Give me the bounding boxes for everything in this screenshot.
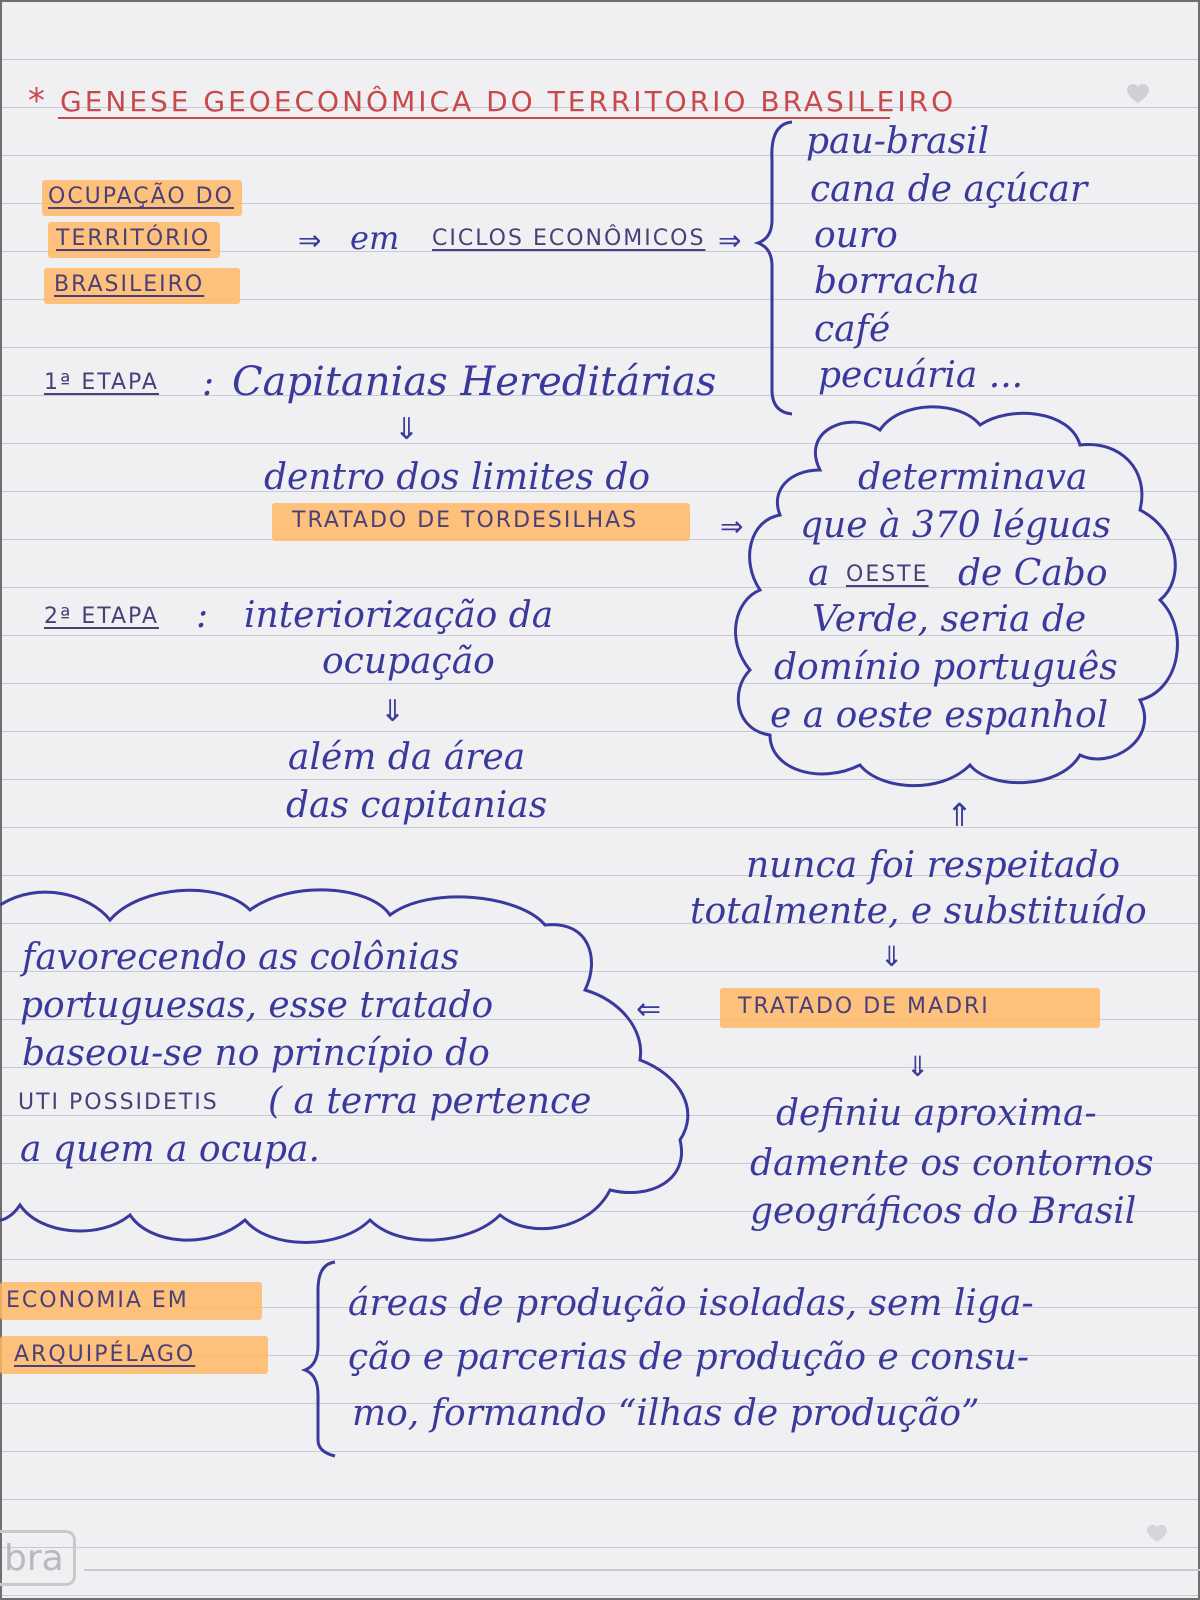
cloud-right-line-5: domínio português	[774, 647, 1118, 688]
down-arrow-icon: ⇓	[880, 940, 904, 973]
down-arrow-icon: ⇓	[380, 694, 406, 729]
cloud-right-line-6: e a oeste espanhol	[770, 695, 1109, 736]
heart-icon	[1127, 84, 1149, 103]
archipelago-line-2: ção e parcerias de produção e consu-	[348, 1337, 1030, 1378]
cloud-right-line-2: que à 370 léguas	[800, 505, 1112, 546]
cycle-item: pecuária ...	[818, 355, 1024, 396]
stage2-beyond-1: além da área	[288, 737, 526, 778]
stage1-text: Capitanias Hereditárias	[232, 359, 717, 405]
cloud-right-line-3-post: de Cabo	[958, 553, 1108, 594]
right-arrow-icon: ⇒	[298, 224, 322, 257]
madri-def-3: geográficos do Brasil	[750, 1191, 1137, 1232]
cycles-brace	[758, 122, 792, 414]
archipelago-brace	[305, 1262, 335, 1456]
stage2-label: 2ª ETAPA	[44, 604, 159, 629]
cloud-left-line-1: favorecendo as colônias	[22, 937, 460, 978]
cloud-left-uti-possidetis: UTI POSSIDETIS	[18, 1090, 219, 1115]
cycle-item: borracha	[814, 261, 980, 302]
never-line-1: nunca foi respeitado	[746, 845, 1121, 886]
page-title: GENESE GEOECONÔMICA DO TERRITORIO BRASILEIRO	[60, 85, 957, 118]
up-arrow-icon: ⇑	[946, 796, 973, 834]
tordesilhas-label: TRATADO DE TORDESILHAS	[292, 508, 639, 533]
stage2-line-1: interiorização da	[244, 595, 554, 636]
cloud-left-line-4: ( a terra pertence	[268, 1081, 592, 1122]
brand-logo	[0, 1530, 76, 1586]
archipelago-label-1: ECONOMIA EM	[6, 1288, 189, 1313]
heart-icon-bottom	[1147, 1525, 1167, 1542]
cloud-right-line-1: determinava	[858, 457, 1088, 498]
down-arrow-icon: ⇓	[906, 1050, 930, 1083]
madri-def-1: definiu aproxima-	[776, 1093, 1097, 1134]
madri-label: TRATADO DE MADRI	[738, 994, 990, 1019]
right-arrow-icon: ⇒	[718, 224, 742, 257]
stage2-colon: :	[196, 595, 209, 636]
right-arrow-icon: ⇒	[720, 510, 744, 543]
cloud-right-line-3-pre: a	[808, 553, 830, 594]
cloud-left-line-3: baseou-se no princípio do	[22, 1033, 490, 1074]
cloud-left-line-2: portuguesas, esse tratado	[20, 985, 494, 1026]
archipelago-line-3: mo, formando “ilhas de produção”	[352, 1393, 980, 1434]
cloud-left-line-5: a quem a ocupa.	[20, 1129, 320, 1170]
occupation-line-3: BRASILEIRO	[54, 272, 205, 297]
archipelago-label-2: ARQUIPÉLAGO	[14, 1342, 196, 1367]
left-arrow-icon: ⇐	[636, 992, 662, 1027]
cloud-right-oeste: OESTE	[846, 562, 929, 587]
cycle-item: ouro	[814, 215, 898, 256]
stage1-within: dentro dos limites do	[264, 457, 651, 498]
occupation-line-2: TERRITÓRIO	[56, 226, 211, 251]
cloud-right-line-4: Verde, seria de	[812, 599, 1087, 640]
occupation-line-1: OCUPAÇÃO DO	[48, 184, 234, 209]
stage1-label: 1ª ETAPA	[44, 370, 159, 395]
stage2-line-2: ocupação	[322, 641, 495, 682]
never-line-2: totalmente, e substituído	[690, 891, 1147, 932]
title-star: *	[28, 81, 48, 121]
cycle-item: cana de açúcar	[810, 169, 1088, 210]
occupation-arrow-text: em	[350, 219, 400, 257]
down-arrow-icon: ⇓	[394, 412, 420, 447]
cycle-item: café	[814, 309, 891, 350]
stage1-colon: :	[202, 363, 215, 404]
brand-text: bra	[4, 1537, 64, 1579]
madri-def-2: damente os contornos	[750, 1143, 1154, 1184]
cycle-item: pau-brasil	[806, 121, 990, 162]
archipelago-line-1: áreas de produção isoladas, sem liga-	[348, 1283, 1034, 1324]
stage2-beyond-2: das capitanias	[286, 785, 548, 826]
cycles-label: CICLOS ECONÔMICOS	[432, 226, 706, 251]
